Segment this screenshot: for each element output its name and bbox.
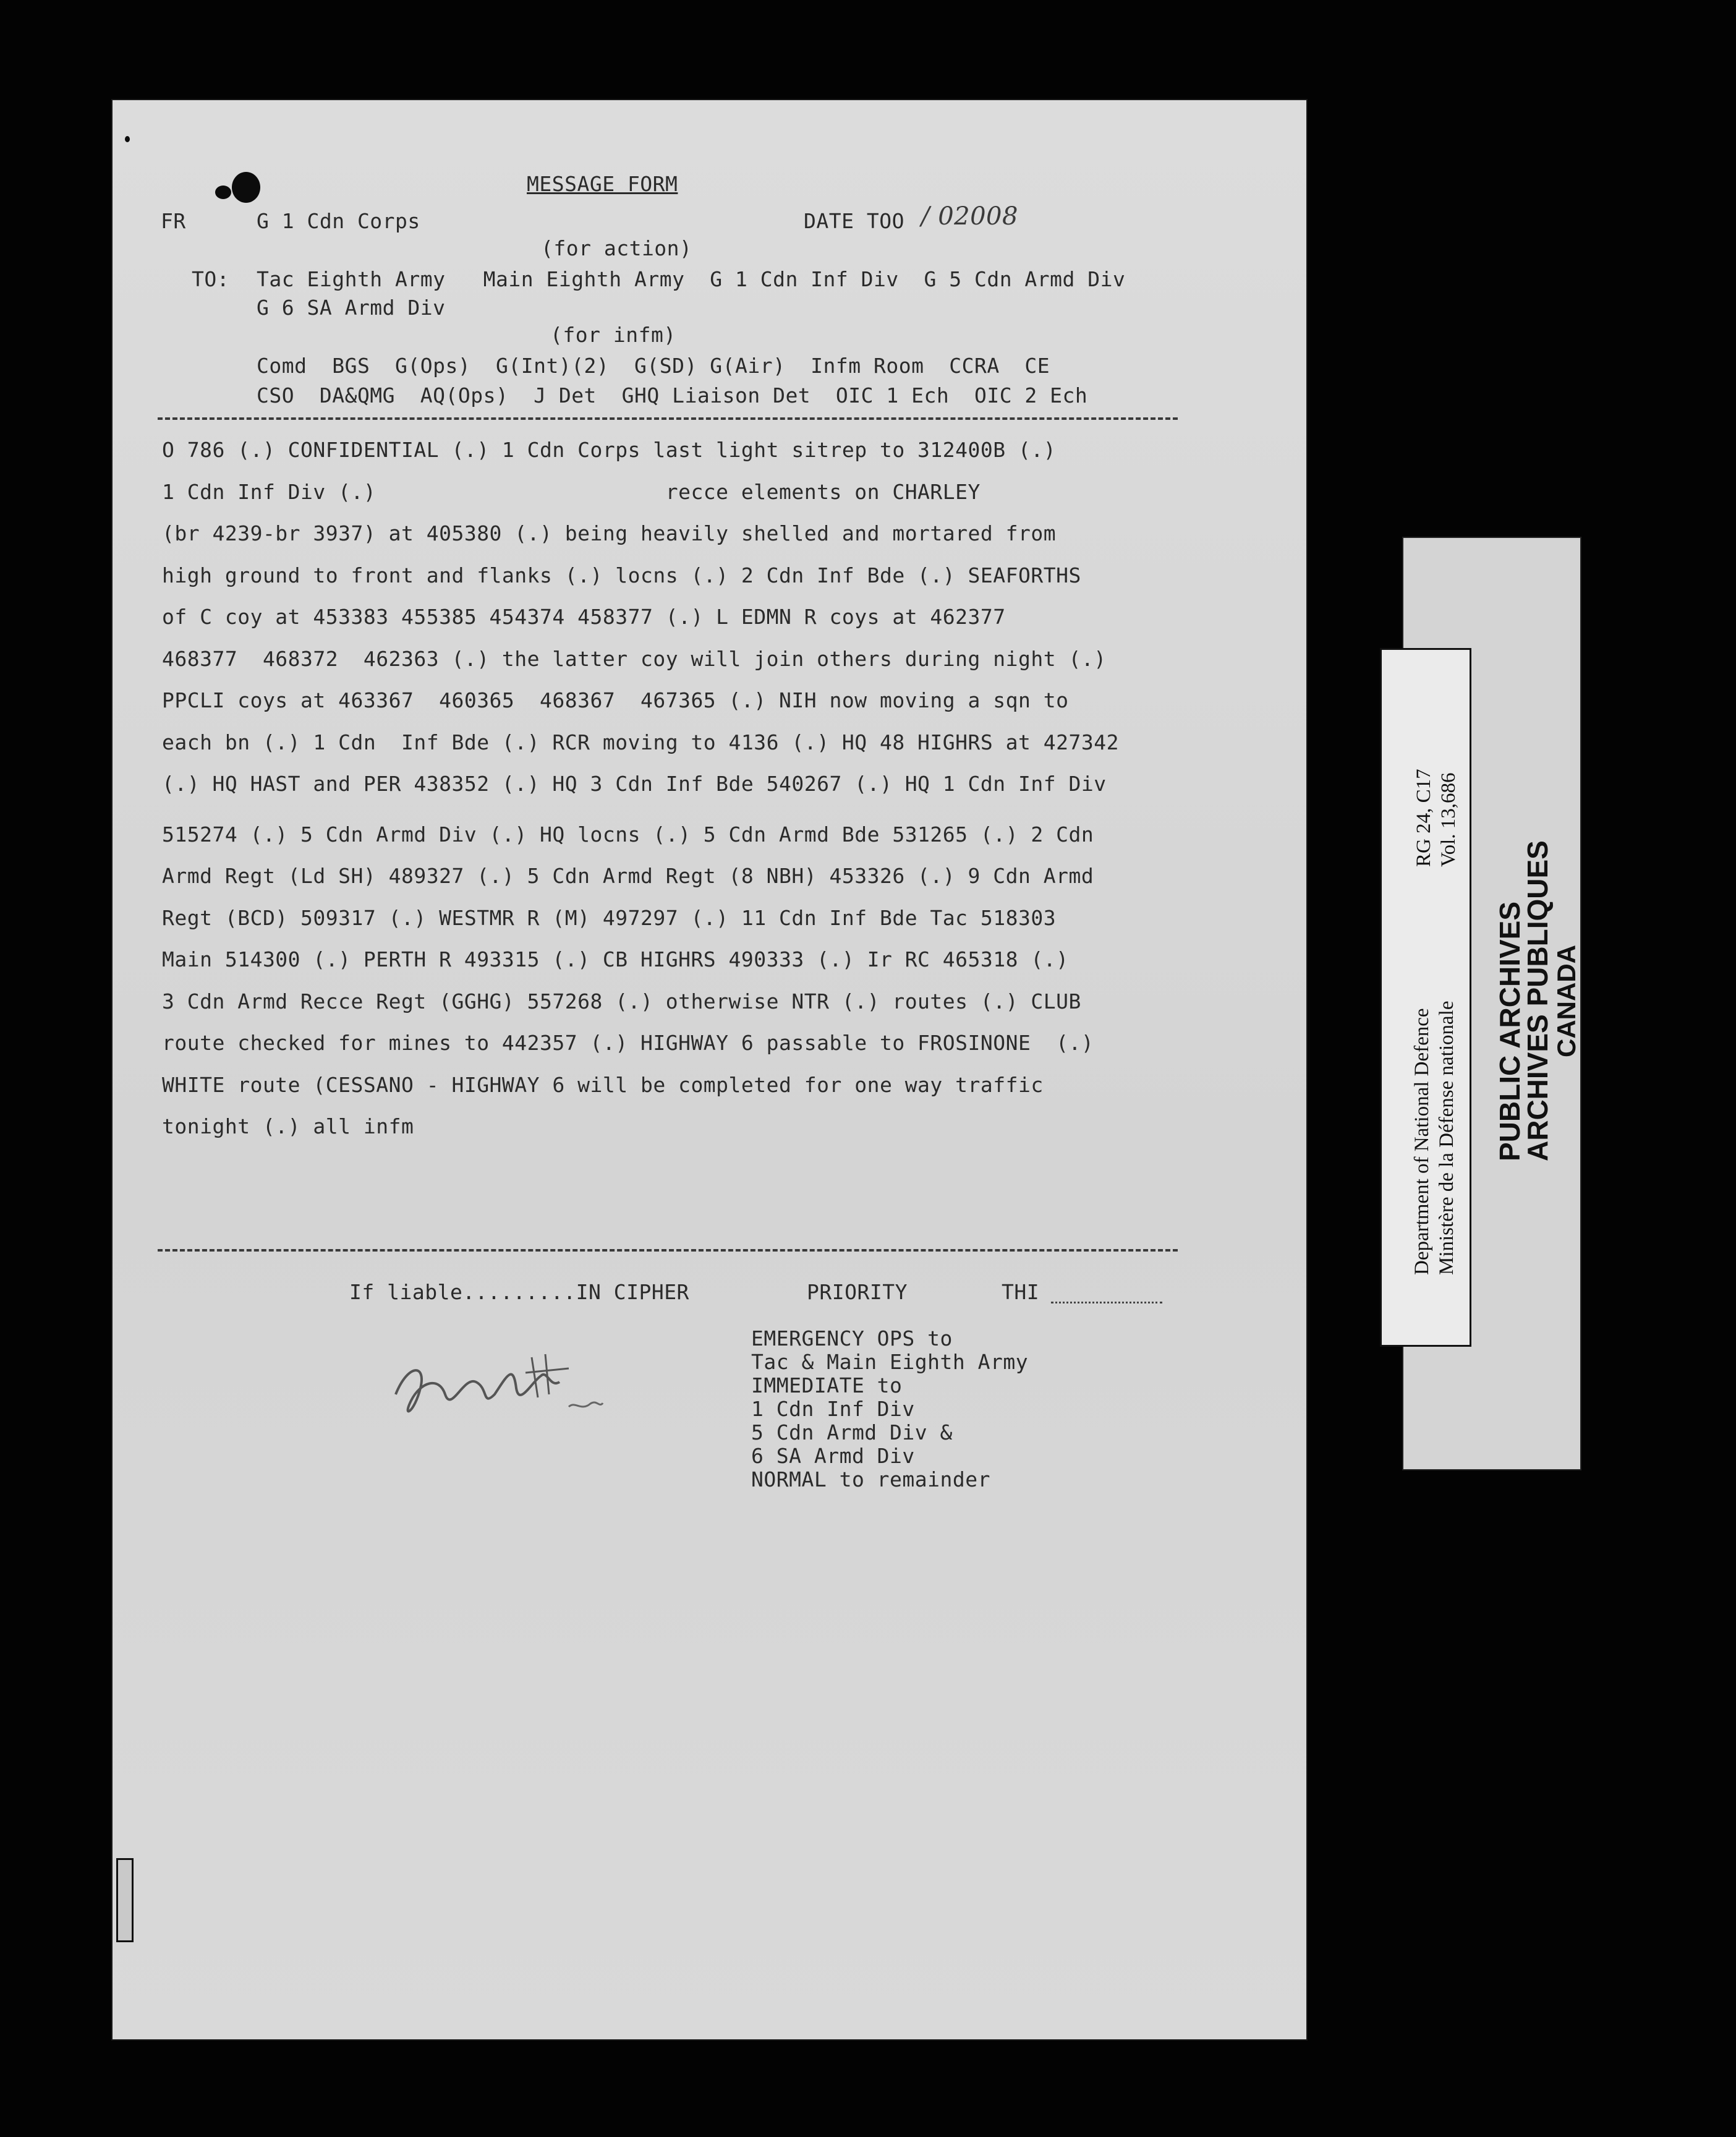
- message-line: Armd Regt (Ld SH) 489327 (.) 5 Cdn Armd Regt (8 NBH) 453326 (.) 9 Cdn Armd: [162, 864, 1094, 888]
- for-infm-label: (for infm): [550, 323, 676, 347]
- message-line: each bn (.) 1 Cdn Inf Bde (.) RCR moving to 4136 (.) HQ 48 HIGHRS at 427342: [162, 730, 1119, 754]
- message-line: (br 4239-br 3937) at 405380 (.) being heavily shelled and mortared from: [162, 521, 1057, 545]
- ink-speck: [125, 136, 130, 142]
- message-line: 1 Cdn Inf Div (.) recce elements on CHARLEY: [162, 479, 981, 504]
- thi-dotted-line: [1051, 1302, 1162, 1303]
- message-line: high ground to front and flanks (.) locns (.) 2 Cdn Inf Bde (.) SEAFORTHS: [162, 563, 1081, 587]
- infm-addressees-line1: Comd BGS G(Ops) G(Int)(2) G(SD) G(Air) Infm Room CCRA CE: [257, 354, 1050, 378]
- priority-note-line: 6 SA Armd Div: [751, 1444, 915, 1468]
- priority-note-line: Tac & Main Eighth Army: [751, 1350, 1029, 1374]
- public-archives: PUBLIC ARCHIVES: [1494, 902, 1526, 1161]
- priority-note-line: NORMAL to remainder: [751, 1467, 990, 1491]
- canada: CANADA: [1552, 945, 1581, 1057]
- archive-ref-vol: Vol. 13,686: [1437, 772, 1460, 867]
- message-line: 468377 468372 462363 (.) the latter coy will join others during night (.): [162, 646, 1107, 671]
- priority-label: PRIORITY: [807, 1280, 908, 1304]
- message-line: (.) HQ HAST and PER 438352 (.) HQ 3 Cdn Inf Bde 540267 (.) HQ 1 Cdn Inf Div: [162, 772, 1107, 796]
- footer-divider: [158, 1249, 1178, 1252]
- thi-label: THI: [1002, 1280, 1040, 1304]
- form-title: MESSAGE FORM: [527, 172, 678, 196]
- header-divider: [158, 417, 1178, 420]
- archives-publiques: ARCHIVES PUBLIQUES: [1521, 840, 1554, 1161]
- cipher-liability: If liable.........IN CIPHER: [349, 1280, 689, 1304]
- to-addressees-line2: G 6 SA Armd Div: [257, 296, 446, 320]
- from-value: G 1 Cdn Corps: [257, 209, 420, 233]
- message-line: WHITE route (CESSANO - HIGHWAY 6 will be completed for one way traffic: [162, 1072, 1044, 1097]
- from-label: FR: [161, 209, 186, 233]
- message-line: 3 Cdn Armd Recce Regt (GGHG) 557268 (.) otherwise NTR (.) routes (.) CLUB: [162, 989, 1081, 1013]
- message-line: Regt (BCD) 509317 (.) WESTMR R (M) 497297 (.) 11 Cdn Inf Bde Tac 518303: [162, 905, 1057, 930]
- archive-ref-rg: RG 24, C17: [1413, 769, 1435, 867]
- priority-note-line: 1 Cdn Inf Div: [751, 1397, 915, 1421]
- date-label: DATE TOO: [804, 209, 904, 233]
- message-line: of C coy at 453383 455385 454374 458377 (.) L EDMN R coys at 462377: [162, 605, 1006, 629]
- message-form-sheet: [111, 99, 1308, 2041]
- binder-clip: [116, 1858, 134, 1942]
- priority-note-line: IMMEDIATE to: [751, 1373, 903, 1397]
- date-value: / 02008: [921, 202, 1018, 231]
- ink-blot: [232, 172, 260, 203]
- priority-note-line: 5 Cdn Armd Div &: [751, 1420, 953, 1444]
- handwritten-signature: [383, 1339, 606, 1431]
- to-label: TO:: [192, 267, 230, 291]
- priority-note-line: EMERGENCY OPS to: [751, 1326, 953, 1350]
- dept-fr: Ministère de la Défense nationale: [1436, 1000, 1458, 1275]
- message-line: tonight (.) all infm: [162, 1114, 414, 1138]
- message-line: PPCLI coys at 463367 460365 468367 467365 (.) NIH now moving a sqn to: [162, 688, 1069, 712]
- message-line: Main 514300 (.) PERTH R 493315 (.) CB HIGHRS 490333 (.) Ir RC 465318 (.): [162, 947, 1069, 971]
- message-line: O 786 (.) CONFIDENTIAL (.) 1 Cdn Corps last light sitrep to 312400B (.): [162, 438, 1057, 462]
- to-addressees-line1: Tac Eighth Army Main Eighth Army G 1 Cdn Inf Div G 5 Cdn Armd Div: [257, 267, 1126, 291]
- for-action-label: (for action): [541, 236, 692, 260]
- message-line: 515274 (.) 5 Cdn Armd Div (.) HQ locns (.) 5 Cdn Armd Bde 531265 (.) 2 Cdn: [162, 822, 1094, 847]
- ink-blot: [215, 186, 231, 199]
- infm-addressees-line2: CSO DA&QMG AQ(Ops) J Det GHQ Liaison Det OIC 1 Ech OIC 2 Ech: [257, 383, 1088, 407]
- dept-en: Department of National Defence: [1411, 1008, 1433, 1275]
- message-line: route checked for mines to 442357 (.) HIGHWAY 6 passable to FROSINONE (.): [162, 1031, 1094, 1055]
